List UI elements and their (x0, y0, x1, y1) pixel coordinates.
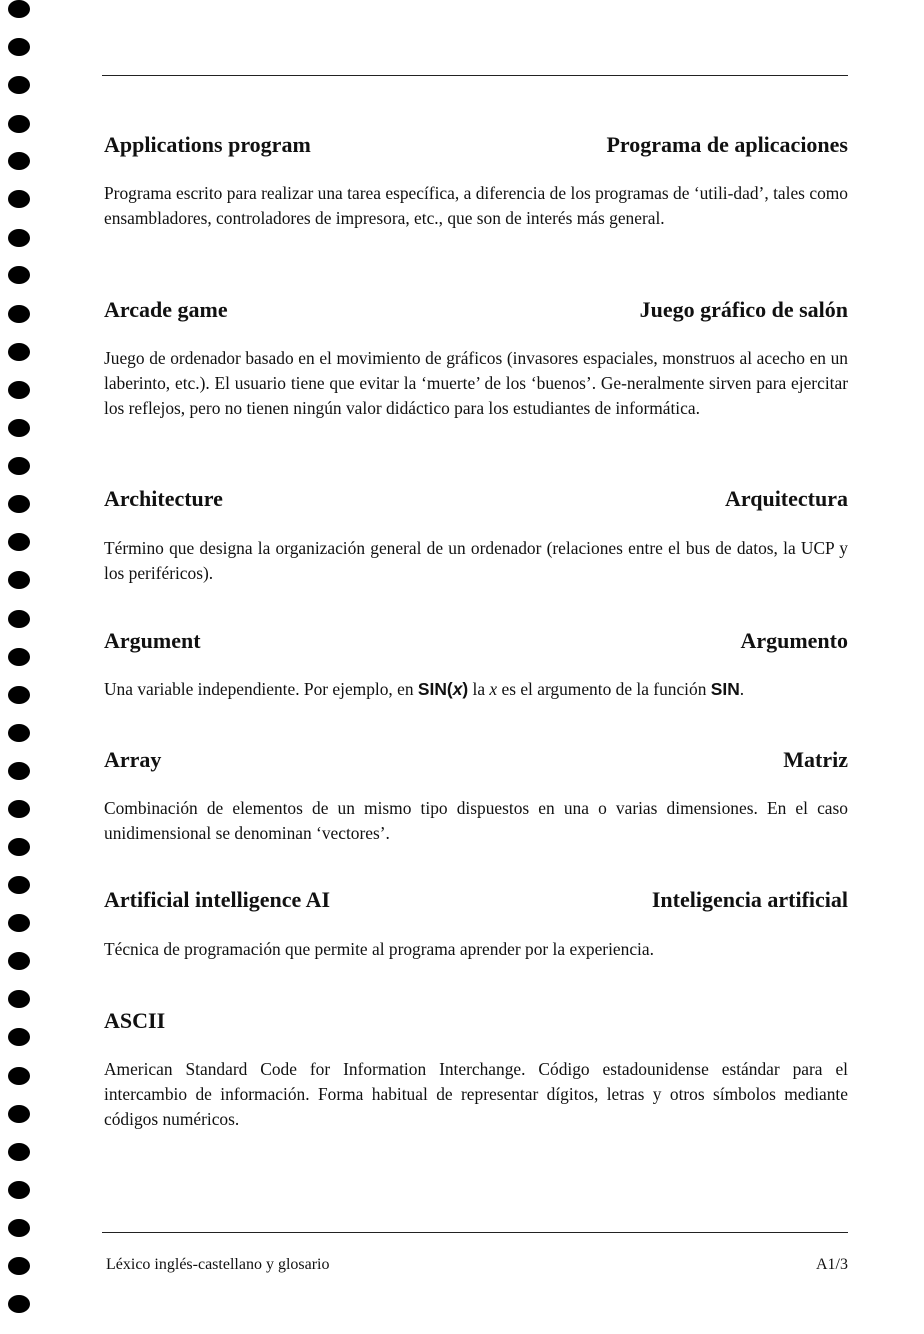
binding-hole (8, 952, 30, 970)
binding-hole (8, 990, 30, 1008)
binding-hole (8, 495, 30, 513)
definition-text: . (739, 679, 745, 699)
binding-hole (8, 876, 30, 894)
entry-definition: Término que designa la organización general de un ordenador (relaciones entre el bus de datos, la UCP y los periféricos). (104, 538, 848, 583)
entry-definition (104, 677, 848, 702)
bottom-rule (102, 1232, 848, 1233)
definition-text: Una variable independiente. Por ejemplo, en (104, 679, 418, 699)
binding-hole (8, 1181, 30, 1199)
term-english: Argument (104, 628, 201, 653)
code-variable: x (452, 679, 463, 699)
entry-heading (104, 887, 848, 913)
term-spanish: Matriz (783, 747, 848, 772)
binding-holes (0, 0, 40, 1334)
code-function: SIN (710, 679, 740, 699)
binding-hole (8, 229, 30, 247)
code-paren: ) (462, 679, 469, 699)
term-spanish: Argumento (740, 628, 848, 653)
binding-hole (8, 724, 30, 742)
binding-hole (8, 1143, 30, 1161)
footer-title: Léxico inglés-castellano y glosario (106, 1256, 330, 1273)
binding-hole (8, 190, 30, 208)
binding-hole (8, 1028, 30, 1046)
term-english: Architecture (104, 486, 223, 511)
binding-hole (8, 1295, 30, 1313)
binding-hole (8, 266, 30, 284)
binding-hole (8, 76, 30, 94)
term-spanish: Inteligencia artificial (651, 887, 848, 912)
entry-heading (104, 486, 848, 512)
term-english: Artificial intelligence AI (104, 887, 331, 912)
binding-hole (8, 838, 30, 856)
entry-heading (104, 1008, 848, 1034)
binding-hole (8, 610, 30, 628)
term-english: Array (104, 747, 162, 772)
binding-hole (8, 305, 30, 323)
page-number: A1/3 (816, 1256, 848, 1273)
entry-definition: American Standard Code for Information Interchange. Código estadounidense estándar para el intercambio de información. Forma habitual de representar dígitos, letras y otros símbolos mediante códigos numéricos. (104, 1059, 848, 1129)
entry-heading (104, 747, 848, 773)
entry-definition: Combinación de elementos de un mismo tipo dispuestos en una o varias dimensiones. En el caso unidimensional se denominan ‘vectores’. (104, 798, 848, 843)
variable-italic: x (489, 679, 498, 699)
binding-hole (8, 38, 30, 56)
term-spanish: Arquitectura (724, 486, 848, 511)
binding-hole (8, 1067, 30, 1085)
binding-hole (8, 457, 30, 475)
binding-hole (8, 419, 30, 437)
top-rule (102, 75, 848, 76)
binding-hole (8, 648, 30, 666)
term-english: Applications program (104, 132, 311, 157)
binding-hole (8, 343, 30, 361)
code-function: SIN( (417, 679, 453, 699)
binding-hole (8, 533, 30, 551)
binding-hole (8, 152, 30, 170)
entry-heading (104, 297, 848, 323)
entry-definition: Juego de ordenador basado en el movimiento de gráficos (invasores espaciales, monstruos al acecho en un laberinto, etc.). El usuario tiene que evitar la ‘muerte’ de los ‘buenos’. Ge-neralmente sirven para ejercitar los reflejos, pero no tienen ningún valor didáctico para los estudiantes de informática. (104, 348, 848, 418)
term-english: ASCII (104, 1008, 166, 1033)
term-english: Arcade game (104, 297, 228, 322)
term-spanish: Programa de aplicaciones (606, 132, 848, 157)
page-footer (106, 1255, 848, 1275)
binding-hole (8, 1257, 30, 1275)
binding-hole (8, 914, 30, 932)
binding-hole (8, 800, 30, 818)
entry-definition: Técnica de programación que permite al programa aprender por la experiencia. (104, 939, 654, 959)
entry-heading (104, 132, 848, 158)
entry-heading (104, 628, 848, 654)
binding-hole (8, 115, 30, 133)
binding-hole (8, 762, 30, 780)
binding-hole (8, 686, 30, 704)
definition-text: es el argumento de la función (497, 679, 711, 699)
binding-hole (8, 381, 30, 399)
binding-hole (8, 571, 30, 589)
term-spanish: Juego gráfico de salón (639, 297, 848, 322)
binding-hole (8, 1219, 30, 1237)
binding-hole (8, 1105, 30, 1123)
definition-text: la (468, 679, 490, 699)
entry-definition: Programa escrito para realizar una tarea específica, a diferencia de los programas de ‘utili-dad’, tales como ensambladores, controladores de impresora, etc., que son de interés más general. (104, 183, 848, 228)
binding-hole (8, 0, 30, 18)
